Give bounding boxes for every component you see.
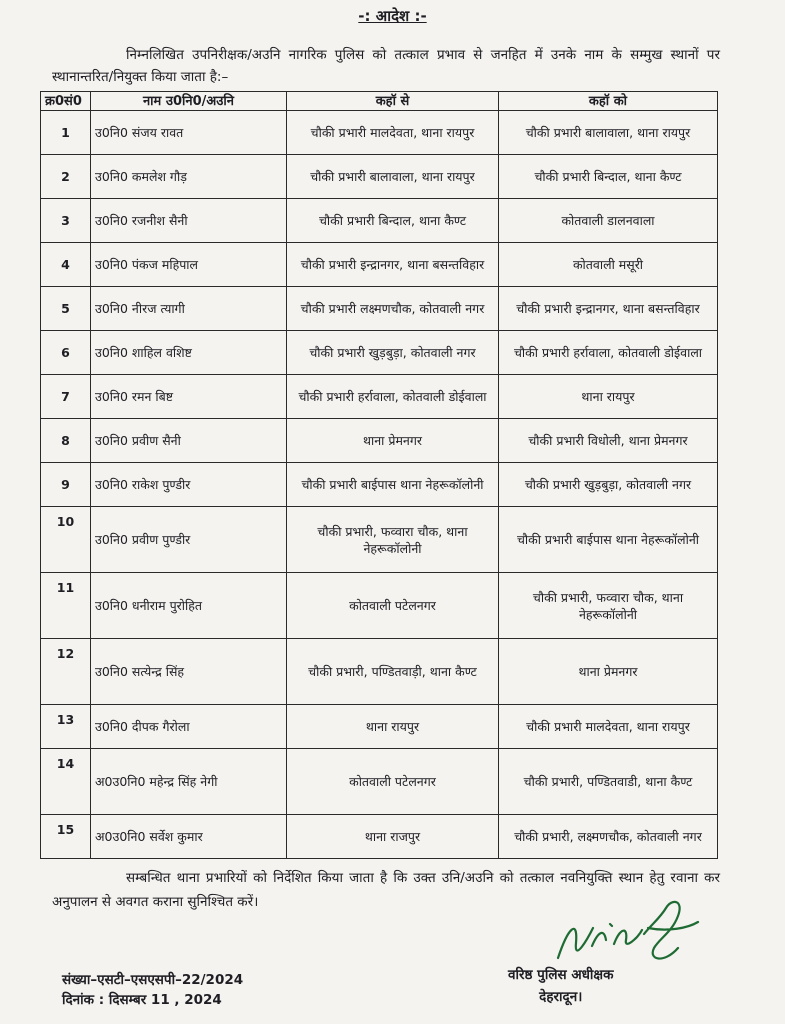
table-row: [41, 639, 718, 705]
serial-cell: 1: [41, 111, 91, 155]
officer-location: देहरादून।: [539, 989, 583, 1005]
name-cell: उ0नि0 राकेश पुण्डीर: [91, 463, 287, 507]
to-cell: चौकी प्रभारी बालावाला, थाना रायपुर: [499, 111, 718, 155]
serial-cell: 3: [41, 199, 91, 243]
footer-note-text: सम्बन्धित थाना प्रभारियों को निर्देशित किया जाता है कि उक्त उनि/अउनि को तत्काल नवनियुक्ति स्थान हेतु रवाना कर अनुपालन से अवगत कराना सुनिश्चित करें।: [52, 870, 720, 910]
officer-designation: वरिष्ठ पुलिस अधीक्षक: [508, 967, 614, 983]
table-row: [41, 287, 718, 331]
table-row: [41, 199, 718, 243]
table-row: [41, 705, 718, 749]
serial-cell: 15: [41, 815, 91, 859]
order-title: -: आदेश :-: [358, 7, 427, 25]
header-from: कहॉ से: [287, 92, 499, 111]
to-cell: कोतवाली मसूरी: [499, 243, 718, 287]
serial-cell: 7: [41, 375, 91, 419]
table-row: [41, 419, 718, 463]
from-cell: चौकी प्रभारी लक्ष्मणचौक, कोतवाली नगर: [287, 287, 499, 331]
serial-cell: 11: [41, 573, 91, 639]
to-cell: कोतवाली डालनवाला: [499, 199, 718, 243]
to-cell: चौकी प्रभारी हर्रावाला, कोतवाली डोईवाला: [499, 331, 718, 375]
serial-cell: 13: [41, 705, 91, 749]
to-cell: चौकी प्रभारी, लक्ष्मणचौक, कोतवाली नगर: [499, 815, 718, 859]
serial-cell: 6: [41, 331, 91, 375]
to-cell: थाना रायपुर: [499, 375, 718, 419]
reference-date: दिनांक : दिसम्बर 11 , 2024: [62, 992, 222, 1008]
table-row: [41, 507, 718, 573]
from-cell: चौकी प्रभारी हर्रावाला, कोतवाली डोईवाला: [287, 375, 499, 419]
name-cell: उ0नि0 शाहिल वशिष्ट: [91, 331, 287, 375]
from-cell: थाना प्रेमनगर: [287, 419, 499, 463]
serial-cell: 8: [41, 419, 91, 463]
from-cell: चौकी प्रभारी, पण्डितवाड़ी, थाना कैण्ट: [287, 639, 499, 705]
to-cell: थाना प्रेमनगर: [499, 639, 718, 705]
from-cell: थाना राजपुर: [287, 815, 499, 859]
from-cell: चौकी प्रभारी बिन्दाल, थाना कैण्ट: [287, 199, 499, 243]
from-cell: थाना रायपुर: [287, 705, 499, 749]
from-cell: चौकी प्रभारी इन्द्रानगर, थाना बसन्तविहार: [287, 243, 499, 287]
from-cell: चौकी प्रभारी बाईपास थाना नेहरूकॉलोनी: [287, 463, 499, 507]
name-cell: उ0नि0 नीरज त्यागी: [91, 287, 287, 331]
name-cell: उ0नि0 दीपक गैरोला: [91, 705, 287, 749]
from-cell: चौकी प्रभारी खुड़बुड़ा, कोतवाली नगर: [287, 331, 499, 375]
name-cell: उ0नि0 संजय रावत: [91, 111, 287, 155]
name-cell: अ0उ0नि0 महेन्द्र सिंह नेगी: [91, 749, 287, 815]
to-cell: चौकी प्रभारी बाईपास थाना नेहरूकॉलोनी: [499, 507, 718, 573]
to-cell: चौकी प्रभारी विधोली, थाना प्रेमनगर: [499, 419, 718, 463]
serial-cell: 14: [41, 749, 91, 815]
table-header-row: [41, 92, 718, 111]
to-cell: चौकी प्रभारी खुड़बुड़ा, कोतवाली नगर: [499, 463, 718, 507]
name-cell: उ0नि0 रमन बिष्ट: [91, 375, 287, 419]
reference-number: संख्या–एसटी–एसएसपी–22/2024: [62, 972, 244, 988]
transfer-table: [40, 91, 718, 859]
intro-paragraph: [52, 44, 720, 88]
from-cell: चौकी प्रभारी, फव्वारा चौक, थाना नेहरूकॉलोनी: [287, 507, 499, 573]
name-cell: उ0नि0 रजनीश सैनी: [91, 199, 287, 243]
table-row: [41, 155, 718, 199]
to-cell: चौकी प्रभारी, पण्डितवाडी, थाना कैण्ट: [499, 749, 718, 815]
serial-cell: 9: [41, 463, 91, 507]
table-row: [41, 111, 718, 155]
to-cell: चौकी प्रभारी इन्द्रानगर, थाना बसन्तविहार: [499, 287, 718, 331]
header-serial: क्र0सं0: [41, 92, 91, 111]
header-to: कहॉ को: [499, 92, 718, 111]
from-cell: कोतवाली पटेलनगर: [287, 573, 499, 639]
table-row: [41, 463, 718, 507]
serial-cell: 4: [41, 243, 91, 287]
serial-cell: 10: [41, 507, 91, 573]
serial-cell: 5: [41, 287, 91, 331]
table-row: [41, 331, 718, 375]
table-row: [41, 815, 718, 859]
from-cell: चौकी प्रभारी मालदेवता, थाना रायपुर: [287, 111, 499, 155]
to-cell: चौकी प्रभारी, फव्वारा चौक, थाना नेहरूकॉलोनी: [499, 573, 718, 639]
name-cell: उ0नि0 प्रवीण पुण्डीर: [91, 507, 287, 573]
officer-block: [508, 964, 613, 1008]
from-cell: कोतवाली पटेलनगर: [287, 749, 499, 815]
serial-cell: 12: [41, 639, 91, 705]
to-cell: चौकी प्रभारी बिन्दाल, थाना कैण्ट: [499, 155, 718, 199]
name-cell: उ0नि0 सत्येन्द्र सिंह: [91, 639, 287, 705]
reference-block: [62, 970, 243, 1010]
from-cell: चौकी प्रभारी बालावाला, थाना रायपुर: [287, 155, 499, 199]
table-row: [41, 573, 718, 639]
table-row: [41, 749, 718, 815]
intro-text: निम्नलिखित उपनिरीक्षक/अउनि नागरिक पुलिस को तत्काल प्रभाव से जनहित में उनके नाम के सम्मुख स्थानों पर स्थानान्तरित/नियुक्त किया जाता है:–: [52, 47, 720, 85]
table-row: [41, 243, 718, 287]
table-body: [41, 111, 718, 859]
to-cell: चौकी प्रभारी मालदेवता, थाना रायपुर: [499, 705, 718, 749]
serial-cell: 2: [41, 155, 91, 199]
name-cell: उ0नि0 कमलेश गौड़: [91, 155, 287, 199]
header-name: नाम उ0नि0/अउनि: [91, 92, 287, 111]
name-cell: उ0नि0 धनीराम पुरोहित: [91, 573, 287, 639]
name-cell: उ0नि0 पंकज महिपाल: [91, 243, 287, 287]
name-cell: उ0नि0 प्रवीण सैनी: [91, 419, 287, 463]
table-row: [41, 375, 718, 419]
name-cell: अ0उ0नि0 सर्वेश कुमार: [91, 815, 287, 859]
